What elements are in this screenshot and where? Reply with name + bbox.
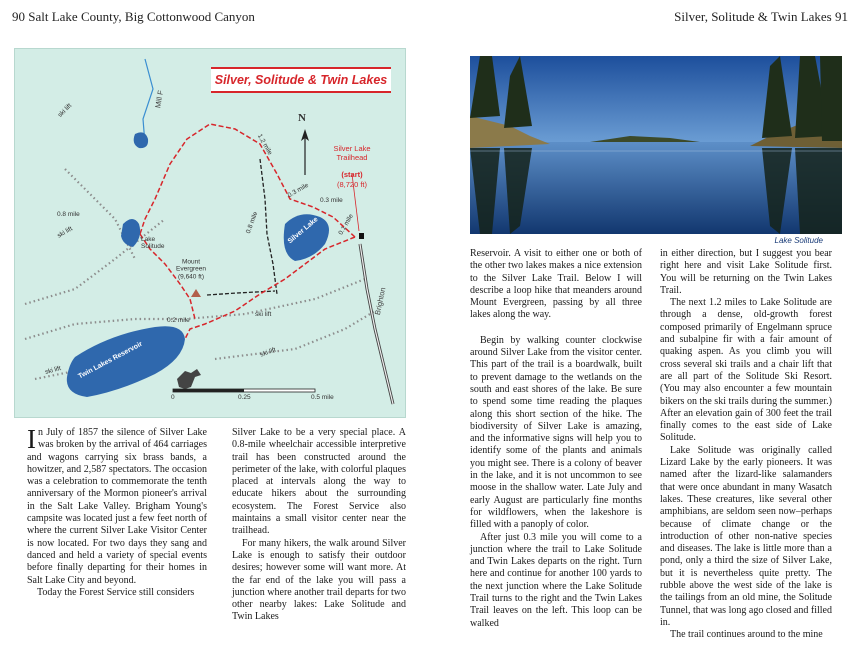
mile-label-02: 0.2 mile <box>167 317 190 324</box>
north-label: N <box>298 112 306 124</box>
paragraph-col3-2: Begin by walking counter clockwise around Silver Lake from the visitor center. This part of the trail is a boardwalk, built to prevent damage to the wetlands on the south and east shores of the lake. Be sure to spend some time reading the plaques along this short section of the hike. The biodiversity of Silver Lake is amazing, and the informative signs will help you to identify some of the plants and animals you might see. There is a colony of beaver in the lake, and it is not uncommon to see moose in the shallow water. Late July and early August are particularly fine months for wildflowers, when the lakeshore is filled with a panoply of color. <box>470 334 642 531</box>
map-title-box <box>211 67 391 93</box>
mile-label-03a: 0.3 mile <box>286 181 310 200</box>
silver-lake-label: Silver Lake <box>286 216 320 246</box>
trailhead-start-label: (start) <box>341 170 363 179</box>
trailhead-marker <box>359 233 364 239</box>
brighton-road <box>360 244 393 404</box>
page-header-right: Silver, Solitude & Twin Lakes 91 <box>674 9 848 24</box>
scale-bar <box>173 389 315 392</box>
ski-lift-label-3: ski lift <box>255 311 272 318</box>
paragraph-col1-2: Today the Forest Service still considers <box>37 586 195 598</box>
creek <box>143 59 153 144</box>
ski-lift-label-5: ski lift <box>44 365 62 376</box>
mile-label-01: 0.1 mile <box>337 213 355 237</box>
text-column-1 <box>27 424 207 599</box>
scale-label-05: 0.5 mile <box>311 394 334 401</box>
lake-solitude-shape <box>121 219 140 247</box>
trailhead-elevation-label: (8,720 ft) <box>336 180 368 189</box>
paragraph-col1-1 <box>27 424 207 587</box>
paragraph-col2-2: For many hikers, the walk around Silver Lake is enough to satisfy their outdoor desires; however some will want more. At the far end of the lake you will pass a junction where another trail departs for two other nearby lakes: Lake Solitude and Twin Lakes <box>232 537 406 623</box>
scale-label-025: 0.25 <box>238 394 251 401</box>
paragraph-col3-3: After just 0.3 mile you will come to a junction where the trail to Lake Solitude and Twin Lakes departs on the right. Turn here and continue for another 100 yards to the next junction where the Lake Solitude Trail turns to the right and the Twin Lakes Trail leaves on the left. This loop can be walked <box>470 531 642 629</box>
north-arrow-icon <box>301 129 309 175</box>
scale-label-0: 0 <box>171 394 175 401</box>
mount-evergreen-label: Mount Evergreen (9,640 ft) <box>176 258 206 281</box>
text-column-2 <box>232 427 406 624</box>
ski-lift-label-2: ski lift <box>56 225 74 240</box>
paragraph-col2-1: Silver Lake to be a very special place. A 0.8-mile wheelchair accessible interpretive trail has been constructed around the perimeter of the lake, with colorful plaques placed at intervals along the way to educate hikers about the surrounding ecosystem. The Forest Service also maintains a small visitor center near the trailhead. <box>232 427 406 537</box>
mill-f-label: Mill F <box>153 89 166 109</box>
paragraph-col3-1: Reservoir. A visit to either one or both of the other two lakes makes a nice extension to the Silver Lake Trail. Below I will describe a loop hike that meanders around Mount Evergreen, passing by all three lakes along the way. <box>470 248 642 321</box>
map-title: Silver, Solitude & Twin Lakes <box>214 73 388 87</box>
page-header-left: 90 Salt Lake County, Big Cottonwood Canyon <box>12 9 255 24</box>
brighton-label: Brighton <box>372 286 388 316</box>
lake-solitude-label: Lake Solitude <box>141 236 165 251</box>
trailhead-label: Silver Lake Trailhead <box>333 143 371 162</box>
mile-label-08: 0.8 mile <box>57 211 80 218</box>
lake-photo-graphic <box>470 56 842 234</box>
paragraph-col1-1-text: n July of 1857 the silence of Silver Lake was broken by the arrival of 464 carriages and wagons carrying six brass bands, a howitzer, and 2,587 spectators. The occasion was a celebration to commemorate the tenth anniversary of the Mormon pioneer's arrival in the Salt Lake Valley. Brigham Young's campsite was located just a few feet north of where the current Silver Lake Visitor Center is now located. For two days they sang and danced and held a variety of special events before finally departing for their homes in Salt Lake City and beyond. <box>27 427 207 586</box>
mile-label-03b: 0.3 mile <box>320 197 343 204</box>
text-column-3 <box>470 248 642 630</box>
ski-lift-label-1: ski lift <box>56 102 74 119</box>
text-column-4 <box>660 248 832 642</box>
photo-caption: Lake Solitude <box>774 236 823 245</box>
small-pond <box>134 132 148 148</box>
mile-label-12: 1.2 mile <box>255 133 274 157</box>
lake-photo <box>470 56 842 234</box>
twin-lakes-label: Twin Lakes Reservoir <box>77 340 144 381</box>
paragraph-col4-2: The next 1.2 miles to Lake Solitude are through a dense, old-growth forest composed primarily of Engelmann spruce and subalpine fir with a fair amount of quaking aspen. As you climb you will cross several ski trails and a chair lift that are all part of the Solitude Ski Resort. (You may also encounter a few mountain bikers on the ski trails during the summer.) After an elevation gain of 300 feet the trail finally comes to the east side of Lake Solitude. <box>660 297 832 444</box>
map-graphic <box>15 49 406 418</box>
paragraph-col4-4: The trail continues around to the mine <box>670 629 823 641</box>
connector-trail <box>260 159 277 294</box>
twin-lakes-shape <box>67 326 185 397</box>
moose-icon <box>177 369 201 389</box>
summit-icon <box>191 289 201 297</box>
mile-label-08b: 0.8 mile <box>244 210 260 235</box>
ski-lift-label-4: ski lift <box>259 346 277 359</box>
paragraph-col4-3: Lake Solitude was originally called Lizard Lake by the early pioneers. It was named after the lizard-like salamanders that were once abundant in many Wasatch lakes. These creatures, like several other amphibians, are seldom seen now–perhaps because of climate change or the introduction of other non-native species and diseases. The lake is little more than a pond, only a third the size of Silver Lake, but it is nevertheless quite pretty. The rubble above the west side of the lake is the tailings from an old mine, the Solitude Tunnel, that was long ago closed and filled in. <box>660 444 832 628</box>
drop-cap: I <box>27 424 36 454</box>
trail-map <box>14 48 406 418</box>
paragraph-col4-1: in either direction, but I suggest you bear right here and visit Lake Solitude first. You will be returning on the Twin Lakes Trail. <box>660 248 832 296</box>
